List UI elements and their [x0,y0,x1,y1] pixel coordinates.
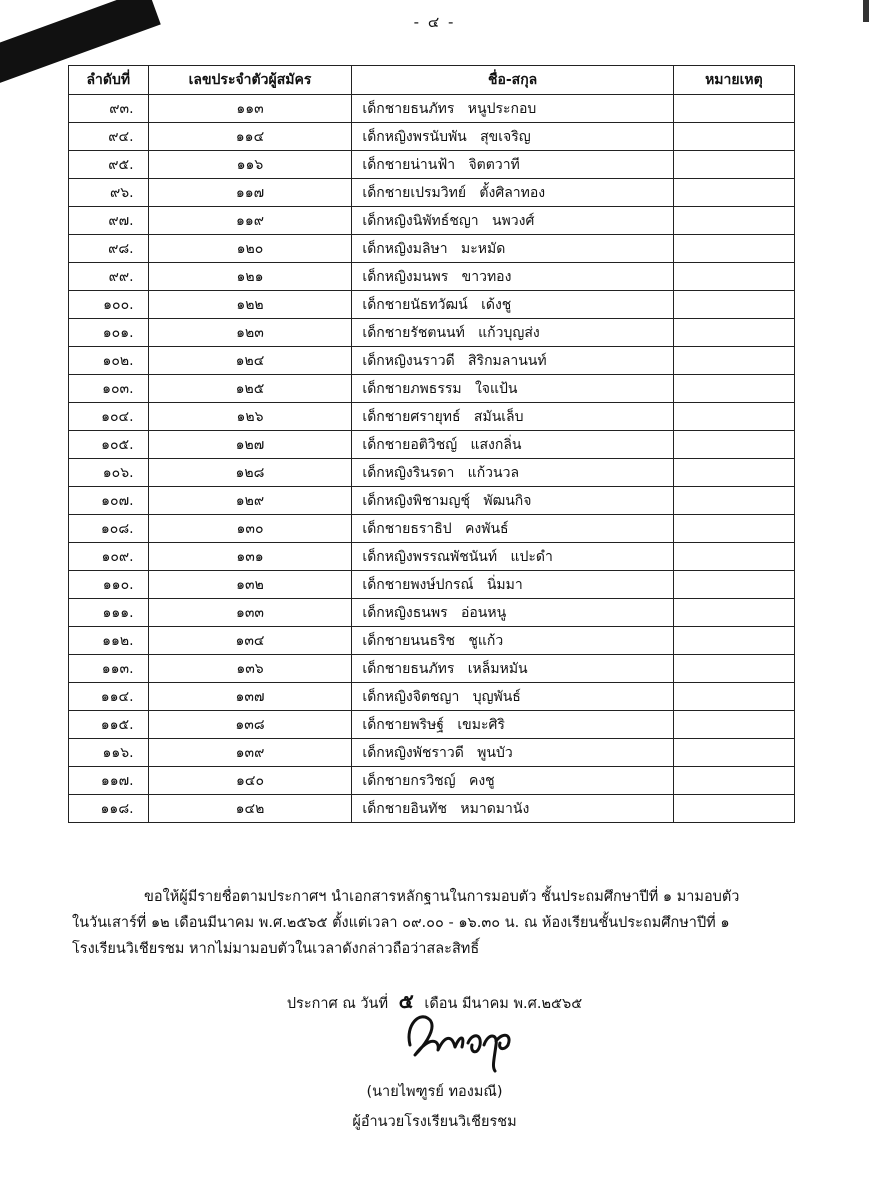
row-order: ๑๑๖. [69,739,149,767]
table-row [69,207,795,235]
row-full-name: เด็กชายนนธริช ชูแก้ว [352,627,673,655]
row-remark [673,123,794,151]
row-remark [673,627,794,655]
header-remarks: หมายเหตุ [673,66,794,95]
row-applicant-id: ๑๓๒ [148,571,352,599]
row-full-name: เด็กชายภพธรรม ใจแป้น [352,375,673,403]
table-row [69,291,795,319]
row-remark [673,683,794,711]
row-applicant-id: ๑๑๓ [148,95,352,123]
row-applicant-id: ๑๒๐ [148,235,352,263]
row-remark [673,95,794,123]
row-remark [673,207,794,235]
row-full-name: เด็กชายอติวิชญ์ แสงกลิ่น [352,431,673,459]
table-row [69,627,795,655]
row-remark [673,487,794,515]
row-full-name: เด็กชายกรวิชญ์ คงชู [352,767,673,795]
row-applicant-id: ๑๒๓ [148,319,352,347]
row-full-name: เด็กหญิงพิชามญชุ์ พัฒนกิจ [352,487,673,515]
row-order: ๑๐๓. [69,375,149,403]
row-applicant-id: ๑๑๗ [148,179,352,207]
row-full-name: เด็กชายพงษ์ปกรณ์ นิ่มมา [352,571,673,599]
announcement-prefix: ประกาศ ณ วันที่ [286,996,389,1012]
row-applicant-id: ๑๑๙ [148,207,352,235]
row-full-name: เด็กชายนัธทวัฒน์ เด้งชู [352,291,673,319]
row-applicant-id: ๑๑๖ [148,151,352,179]
row-applicant-id: ๑๓๑ [148,543,352,571]
row-applicant-id: ๑๓๖ [148,655,352,683]
table-row [69,655,795,683]
row-order: ๑๐๗. [69,487,149,515]
table-row [69,543,795,571]
row-remark [673,655,794,683]
row-full-name: เด็กหญิงนิพัทธ์ชญา นพวงศ์ [352,207,673,235]
row-order: ๑๑๓. [69,655,149,683]
row-order: ๑๑๕. [69,711,149,739]
row-order: ๑๐๕. [69,431,149,459]
table-row [69,179,795,207]
table-row [69,711,795,739]
row-applicant-id: ๑๔๐ [148,767,352,795]
row-remark [673,375,794,403]
row-remark [673,571,794,599]
row-remark [673,739,794,767]
row-full-name: เด็กชายน่านฟ้า จิตตวาที [352,151,673,179]
row-full-name: เด็กหญิงพรรณพัชนันท์ แปะดำ [352,543,673,571]
table-body [69,95,795,823]
signer-title: ผู้อำนวยโรงเรียนวิเชียรชม [352,1114,517,1130]
row-applicant-id: ๑๓๔ [148,627,352,655]
row-full-name: เด็กหญิงธนพร อ่อนหนู [352,599,673,627]
row-applicant-id: ๑๒๙ [148,487,352,515]
row-full-name: เด็กหญิงพัชราวดี พูนบัว [352,739,673,767]
table-row [69,319,795,347]
row-full-name: เด็กชายธนภัทร หนูประกอบ [352,95,673,123]
row-order: ๑๑๘. [69,795,149,823]
row-applicant-id: ๑๓๓ [148,599,352,627]
row-applicant-id: ๑๒๑ [148,263,352,291]
header-applicant-id: เลขประจำตัวผู้สมัคร [148,66,352,95]
row-applicant-id: ๑๓๗ [148,683,352,711]
table-row [69,95,795,123]
row-applicant-id: ๑๒๗ [148,431,352,459]
row-full-name: เด็กหญิงมลิษา มะหมัด [352,235,673,263]
row-remark [673,599,794,627]
row-full-name: เด็กชายศรายุทธ์ สมันเล็บ [352,403,673,431]
table-row [69,795,795,823]
table-row [69,571,795,599]
row-applicant-id: ๑๓๙ [148,739,352,767]
row-order: ๑๑๒. [69,627,149,655]
table-row [69,515,795,543]
signer-name: (นายไพฑูรย์ ทองมณี) [366,1084,503,1100]
row-order: ๑๑๔. [69,683,149,711]
row-full-name: เด็กชายธนภัทร เหล็มหมัน [352,655,673,683]
row-order: ๑๐๐. [69,291,149,319]
table-row [69,151,795,179]
row-applicant-id: ๑๒๖ [148,403,352,431]
row-remark [673,459,794,487]
row-remark [673,431,794,459]
row-order: ๙๓. [69,95,149,123]
table-row [69,767,795,795]
row-full-name: เด็กหญิงรินรดา แก้วนวล [352,459,673,487]
row-order: ๙๔. [69,123,149,151]
row-remark [673,263,794,291]
row-full-name: เด็กชายอินทัช หมาดมานัง [352,795,673,823]
row-full-name: เด็กหญิงจิตชญา บุญพันธ์ [352,683,673,711]
notice-line: ในวันเสาร์ที่ ๑๒ เดือนมีนาคม พ.ศ.๒๕๖๕ ตั้งแต่เวลา ๐๙.๐๐ - ๑๖.๓๐ น. ณ ห้องเรียนชั้นประถมศึกษาปีที่ ๑ [72,915,730,931]
row-order: ๙๙. [69,263,149,291]
row-order: ๑๐๘. [69,515,149,543]
row-order: ๑๐๑. [69,319,149,347]
row-order: ๑๐๒. [69,347,149,375]
announcement-day: ๕ [398,989,414,1013]
table-row [69,487,795,515]
table-row [69,599,795,627]
notice-line: โรงเรียนวิเชียรชม หากไม่มามอบตัวในเวลาดังกล่าวถือว่าสละสิทธิ์ [72,941,480,957]
handwritten-signature [400,1005,530,1075]
row-remark [673,151,794,179]
row-remark [673,711,794,739]
table-row [69,375,795,403]
row-full-name: เด็กชายเปรมวิทย์ ตั้งศิลาทอง [352,179,673,207]
table-row [69,739,795,767]
row-order: ๙๕. [69,151,149,179]
table-row [69,403,795,431]
notice-line: ขอให้ผู้มีรายชื่อตามประกาศฯ นำเอกสารหลักฐานในการมอบตัว ชั้นประถมศึกษาปีที่ ๑ มามอบตัว [144,889,740,905]
row-remark [673,767,794,795]
header-full-name: ชื่อ-สกุล [352,66,673,95]
row-order: ๑๐๙. [69,543,149,571]
table-row [69,235,795,263]
table-row [69,683,795,711]
row-full-name: เด็กชายพริษฐ์ เขมะศิริ [352,711,673,739]
announcement-suffix: เดือน มีนาคม พ.ศ.๒๕๖๕ [424,996,583,1012]
row-applicant-id: ๑๒๔ [148,347,352,375]
notice-paragraph [72,884,802,962]
row-remark [673,795,794,823]
row-order: ๑๑๑. [69,599,149,627]
row-applicant-id: ๑๒๘ [148,459,352,487]
row-applicant-id: ๑๑๔ [148,123,352,151]
row-remark [673,235,794,263]
row-applicant-id: ๑๓๐ [148,515,352,543]
row-order: ๑๑๐. [69,571,149,599]
table-row [69,431,795,459]
row-remark [673,291,794,319]
table-row [69,123,795,151]
row-applicant-id: ๑๒๒ [148,291,352,319]
table-row [69,347,795,375]
table-row [69,459,795,487]
row-applicant-id: ๑๓๘ [148,711,352,739]
row-remark [673,347,794,375]
row-order: ๑๐๔. [69,403,149,431]
row-order: ๙๖. [69,179,149,207]
table-row [69,263,795,291]
row-full-name: เด็กหญิงมนพร ขาวทอง [352,263,673,291]
row-remark [673,515,794,543]
row-order: ๙๗. [69,207,149,235]
row-applicant-id: ๑๒๕ [148,375,352,403]
table-header-row [69,66,795,95]
row-full-name: เด็กชายรัชตนนท์ แก้วบุญส่ง [352,319,673,347]
row-remark [673,179,794,207]
applicant-table [68,65,795,823]
row-order: ๙๘. [69,235,149,263]
row-full-name: เด็กหญิงพรนับพัน สุขเจริญ [352,123,673,151]
row-order: ๑๐๖. [69,459,149,487]
row-remark [673,319,794,347]
row-applicant-id: ๑๔๒ [148,795,352,823]
row-full-name: เด็กหญิงนราวดี สิริกมลานนท์ [352,347,673,375]
row-order: ๑๑๗. [69,767,149,795]
header-order: ลำดับที่ [69,66,149,95]
row-remark [673,543,794,571]
row-remark [673,403,794,431]
row-full-name: เด็กชายธราธิป คงพันธ์ [352,515,673,543]
page-number: - ๔ - [413,13,456,31]
